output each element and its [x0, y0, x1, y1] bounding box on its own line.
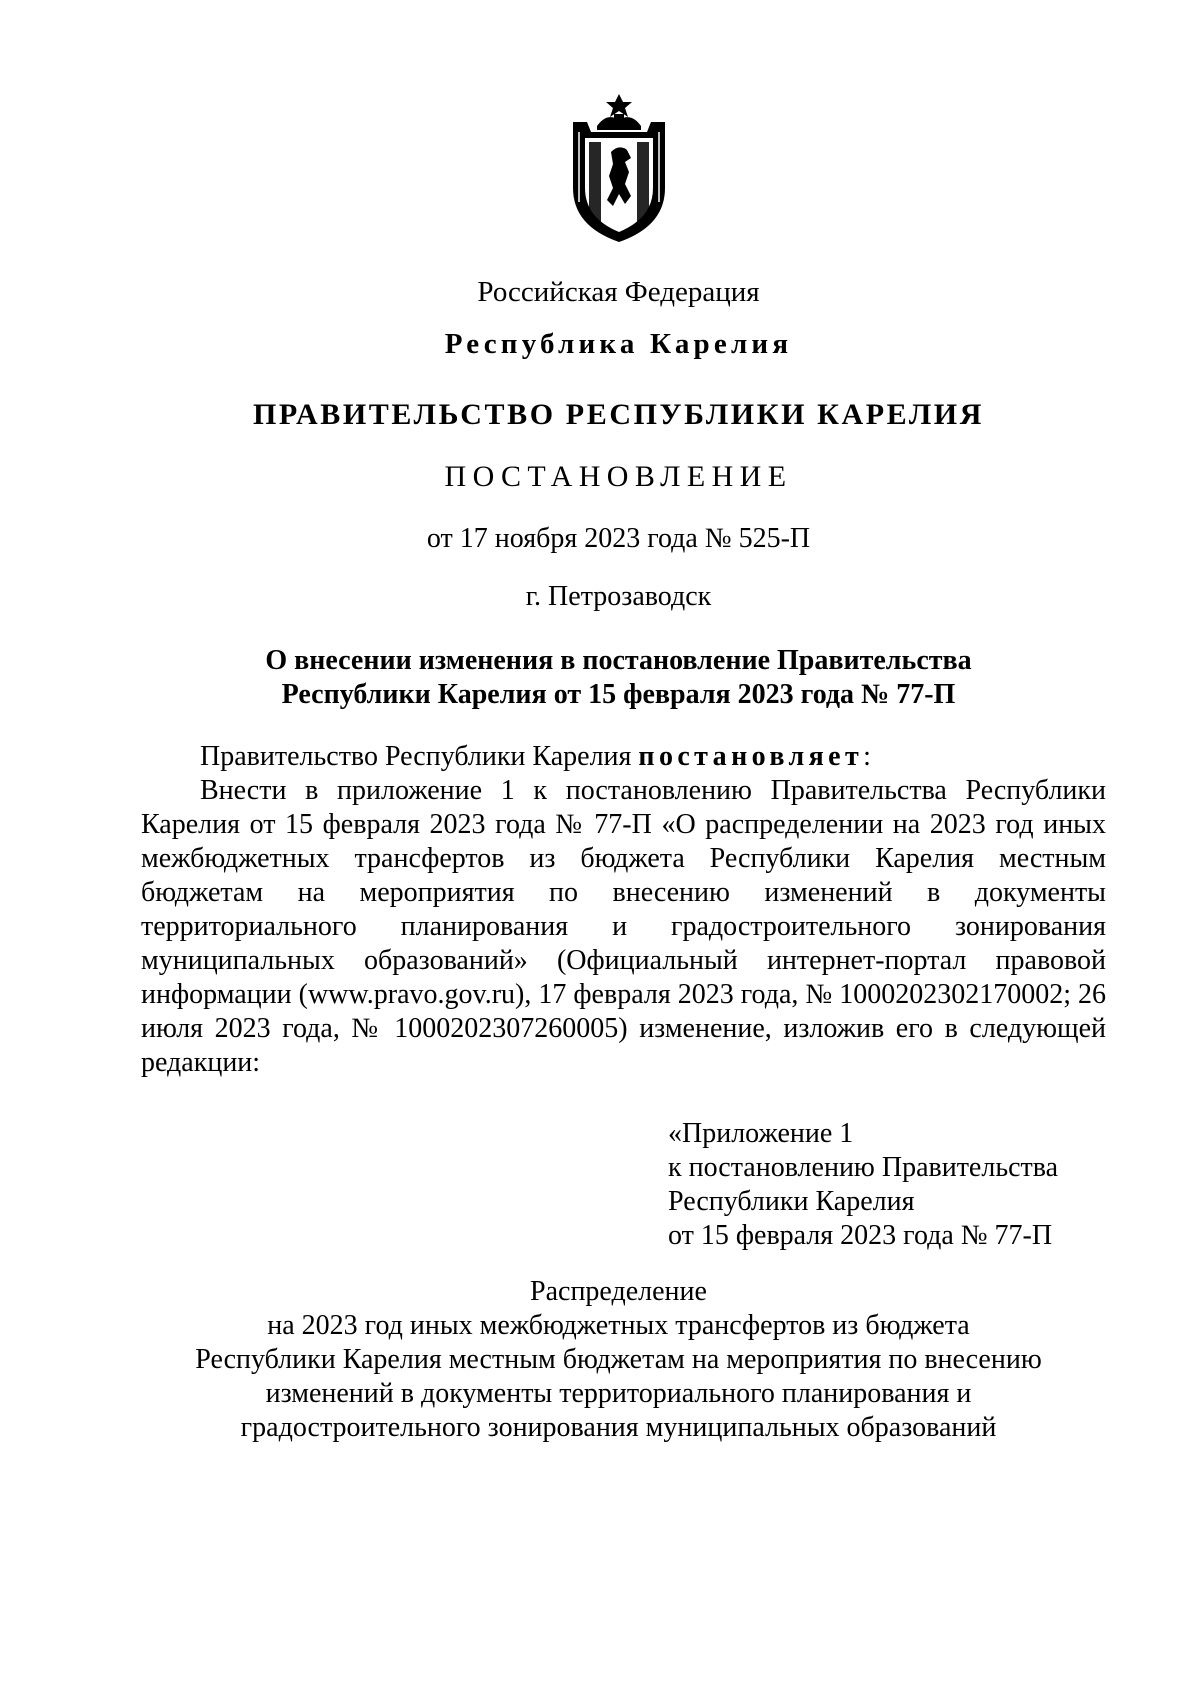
resolution-intro: [141, 740, 1106, 774]
government-name: ПРАВИТЕЛЬСТВО РЕСПУБЛИКИ КАРЕЛИЯ: [252, 398, 985, 431]
distribution-line: Распределение: [530, 1276, 707, 1307]
document-subject: [0, 644, 1200, 712]
resolution-intro-tail: :: [863, 741, 871, 772]
document-city: г. Петрозаводск: [525, 581, 712, 612]
distribution-line: на 2023 год иных межбюджетных трансфертов из бюджета: [267, 1310, 970, 1341]
resolution-verb: постановляет: [638, 741, 864, 772]
annex-line: «Приложение 1: [668, 1118, 854, 1149]
annex-line: Республики Карелия: [668, 1186, 915, 1217]
subject-line: Республики Карелия от 15 февраля 2023 года № 77-П: [281, 679, 956, 710]
distribution-line: изменений в документы территориального планирования и: [265, 1378, 972, 1409]
annex-reference: [668, 1117, 1058, 1253]
document-body: [141, 740, 1106, 1080]
annex-line: от 15 февраля 2023 года № 77-П: [668, 1220, 1053, 1251]
republic-name: Республика Карелия: [444, 328, 793, 360]
country-name: Российская Федерация: [477, 276, 760, 308]
annex-line: к постановлению Правительства: [668, 1152, 1059, 1183]
karelia-coat-of-arms-icon: [567, 92, 671, 244]
subject-line: О внесении изменения в постановление Правительства: [265, 645, 972, 676]
document-type: ПОСТАНОВЛЕНИЕ: [444, 460, 793, 493]
resolution-paragraph: Внести в приложение 1 к постановлению Правительства Республики Карелия от 15 февраля 2023 года № 77-П «О распределении на 2023 год иных межбюджетных трансфертов из бюджета Республики Карелия местным бюджетам на мероприятия по внесению изменений в документы территориального планирования и градостроительного зонирования муниципальных образований» (Официальный интернет-портал правовой информации (www.pravo.gov.ru), 17 февраля 2023 года, № 1000202302170002; 26 июля 2023 года, № 1000202307260005) изменение, изложив его в следующей редакции:: [141, 775, 1106, 1078]
distribution-line: Республики Карелия местным бюджетам на мероприятия по внесению: [195, 1344, 1042, 1375]
resolution-intro-lead: Правительство Республики Карелия: [200, 741, 639, 772]
distribution-title: [0, 1275, 1200, 1445]
distribution-line: градостроительного зонирования муниципальных образований: [240, 1412, 997, 1443]
document-date-number: от 17 ноября 2023 года № 525-П: [426, 523, 811, 554]
